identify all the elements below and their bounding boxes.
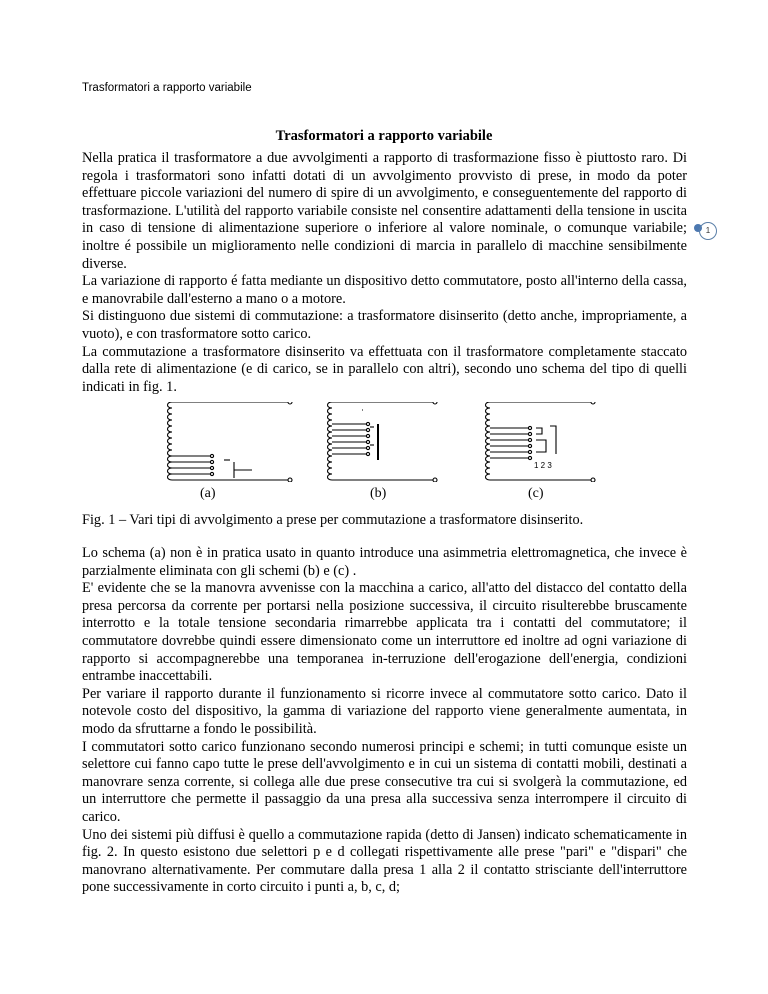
page-number: 1 [699,222,717,240]
contact-numbers: 1 2 3 [534,461,552,470]
running-header: Trasformatori a rapporto variabile [82,82,252,94]
winding-c [486,402,596,482]
figure-label-c: (c) [528,486,544,501]
figure-label-a: (a) [200,486,216,501]
paragraph: Per variare il rapporto durante il funzionamento si ricorre invece al commutatore sotto carico. Dato il notevole costo del dispositivo, la gamma di variazione del rapporto viene generalmente aumentata, in modo da sfruttarne a fondo le possibilità. [82,685,687,737]
paragraph: Lo schema (a) non è in pratica usato in quanto introduce una asimmetria elettromagnetica, che invece è parzialmente eliminata con gli schemi (b) e (c) . [82,545,687,579]
figure-caption: Fig. 1 – Vari tipi di avvolgimento a prese per commutazione a trasformatore disinserito. [82,512,584,528]
paragraph: La variazione di rapporto é fatta mediante un dispositivo detto commutatore, posto all'interno della cassa, e manovrabile dall'esterno a mano o a motore. [82,273,687,307]
winding-b [328,402,438,482]
figure-label-b: (b) [370,486,387,501]
paragraph: E' evidente che se la manovra avvenisse con la macchina a carico, all'atto del distacco del contatto della presa percorsa da corrente per portarsi nella posizione successiva, il circuito risulterebbe bruscamente interrotto e la totale tensione secondaria rimarrebbe applicata tra i contatti del commutatore; il commutatore dovrebbe quindi essere dimensionato come un interruttore ed inoltre ad ogni variazione di rapporto si accompagnerebbe una temporanea in-terruzione dell'erogazione dell'energia, condizioni entrambe inaccettabili. [82,580,687,685]
body-text [82,545,687,897]
paragraph: I commutatori sotto carico funzionano secondo numerosi principi e schemi; in tutti comunque esiste un selettore cui fanno capo tutte le prese dell'avvolgimento e in cui un sistema di contatti mobili, destinati a manovrare senza corrente, si collega alle due prese consecutive tra cui si svolgerà la commutazione, ed un interruttore che permette il passaggio da una presa alla successiva senza interrompere il circuito di carico. [82,738,687,825]
paragraph: La commutazione a trasformatore disinserito va effettuata con il trasformatore completamente staccato dalla rete di alimentazione (e di carico, se in parallelo con altri), secondo uno schema del tipo di quelli indicati in fig. 1. [82,343,687,395]
paragraph: Uno dei sistemi più diffusi è quello a commutazione rapida (detto di Jansen) indicato schematicamente in fig. 2. In questo esistono due selettori p e d collegati rispettivamente alle prese "pari" e "dispari" che manovrano alternativamente. Per commutare dalla presa 1 alla 2 il contatto strisciante dell'interruttore pone successivamente in corto circuito i punti a, b, c, d; [82,826,687,896]
intro-text [82,150,687,396]
paragraph: Si distinguono due sistemi di commutazione: a trasformatore disinserito (detto anche, impropriamente, a vuoto), e con trasformatore sotto carico. [82,308,687,342]
winding-a [168,402,293,482]
figure-1-diagram [160,402,610,482]
page-title: Trasformatori a rapporto variabile [275,128,493,144]
paragraph: Nella pratica il trasformatore a due avvolgimenti a rapporto di trasformazione fisso è piuttosto raro. Di regola i trasformatori sono infatti dotati di un avvolgimento provvisto di prese, in modo da poter effettuare piccole variazioni del numero di spire di un avvolgimento, e conseguentemente del rapporto di trasformazione. L'utilità del rapporto variabile consiste nel consentire adattamenti della tensione in uscita in caso di tensione di alimentazione superiore o inferiore al valore nominale, o comunque variabile; inoltre é possibile un miglioramento nelle condizioni di marcia in parallelo di macchine sensibilmente diverse. [82,150,687,272]
